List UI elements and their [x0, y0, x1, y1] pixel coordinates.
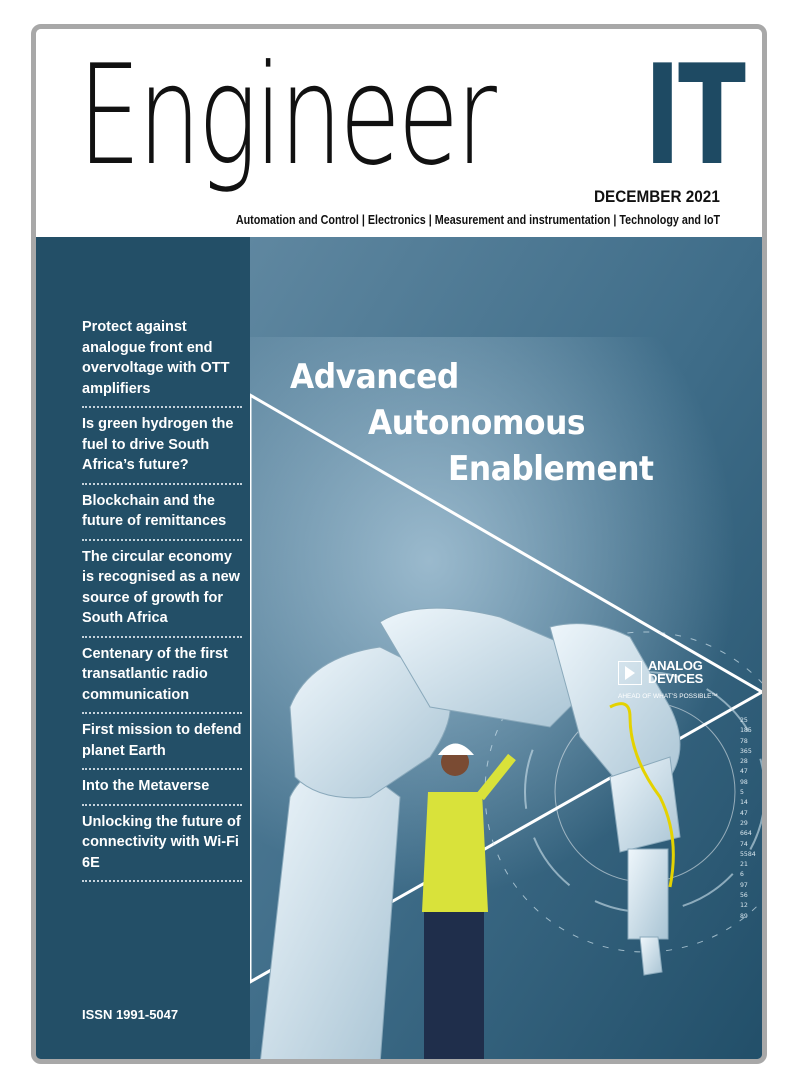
logo-text-engineer: Engineer	[78, 35, 495, 196]
issn-number: ISSN 1991-5047	[82, 1007, 179, 1022]
contents-sidebar	[36, 237, 250, 1064]
cover-image	[250, 237, 762, 1064]
analog-devices-logo-icon	[618, 661, 642, 685]
article-link[interactable]: First mission to defend planet Earth	[82, 714, 242, 770]
masthead	[36, 29, 762, 237]
article-link[interactable]: Protect against analogue front end overvoltage with OTT amplifiers	[82, 317, 242, 408]
advertiser-name: ANALOG DEVICES	[648, 658, 703, 686]
article-link[interactable]: Unlocking the future of connectivity with Wi-Fi 6E	[82, 806, 242, 883]
article-list	[82, 317, 242, 882]
topic-strip: Automation and Control | Electronics | Measurement and instrumentation | Technology and IoT	[235, 213, 720, 227]
logo-text-it: IT	[643, 35, 743, 196]
article-link[interactable]: Into the Metaverse	[82, 770, 242, 806]
cover-content	[36, 237, 762, 1064]
headline-line: Enablement	[448, 449, 654, 489]
article-link[interactable]: The circular economy is recognised as a new source of growth for South Africa	[82, 541, 242, 638]
headline-line: Advanced	[290, 357, 459, 397]
magazine-cover	[31, 24, 767, 1064]
issue-date: DECEMBER 2021	[594, 187, 720, 206]
article-link[interactable]: Centenary of the first transatlantic radio communication	[82, 638, 242, 715]
headline-line: Autonomous	[368, 403, 586, 443]
magazine-logo	[78, 35, 767, 196]
article-link[interactable]: Blockchain and the future of remittances	[82, 485, 242, 541]
hud-readout: 25 185 78 365 28 47 98 5 14 47 29 664 74 5584 21 6 97 56 12 89	[740, 716, 756, 920]
article-link[interactable]: Is green hydrogen the fuel to drive South Africa’s future?	[82, 408, 242, 485]
advertiser-tagline: AHEAD OF WHAT’S POSSIBLE™	[618, 693, 718, 700]
